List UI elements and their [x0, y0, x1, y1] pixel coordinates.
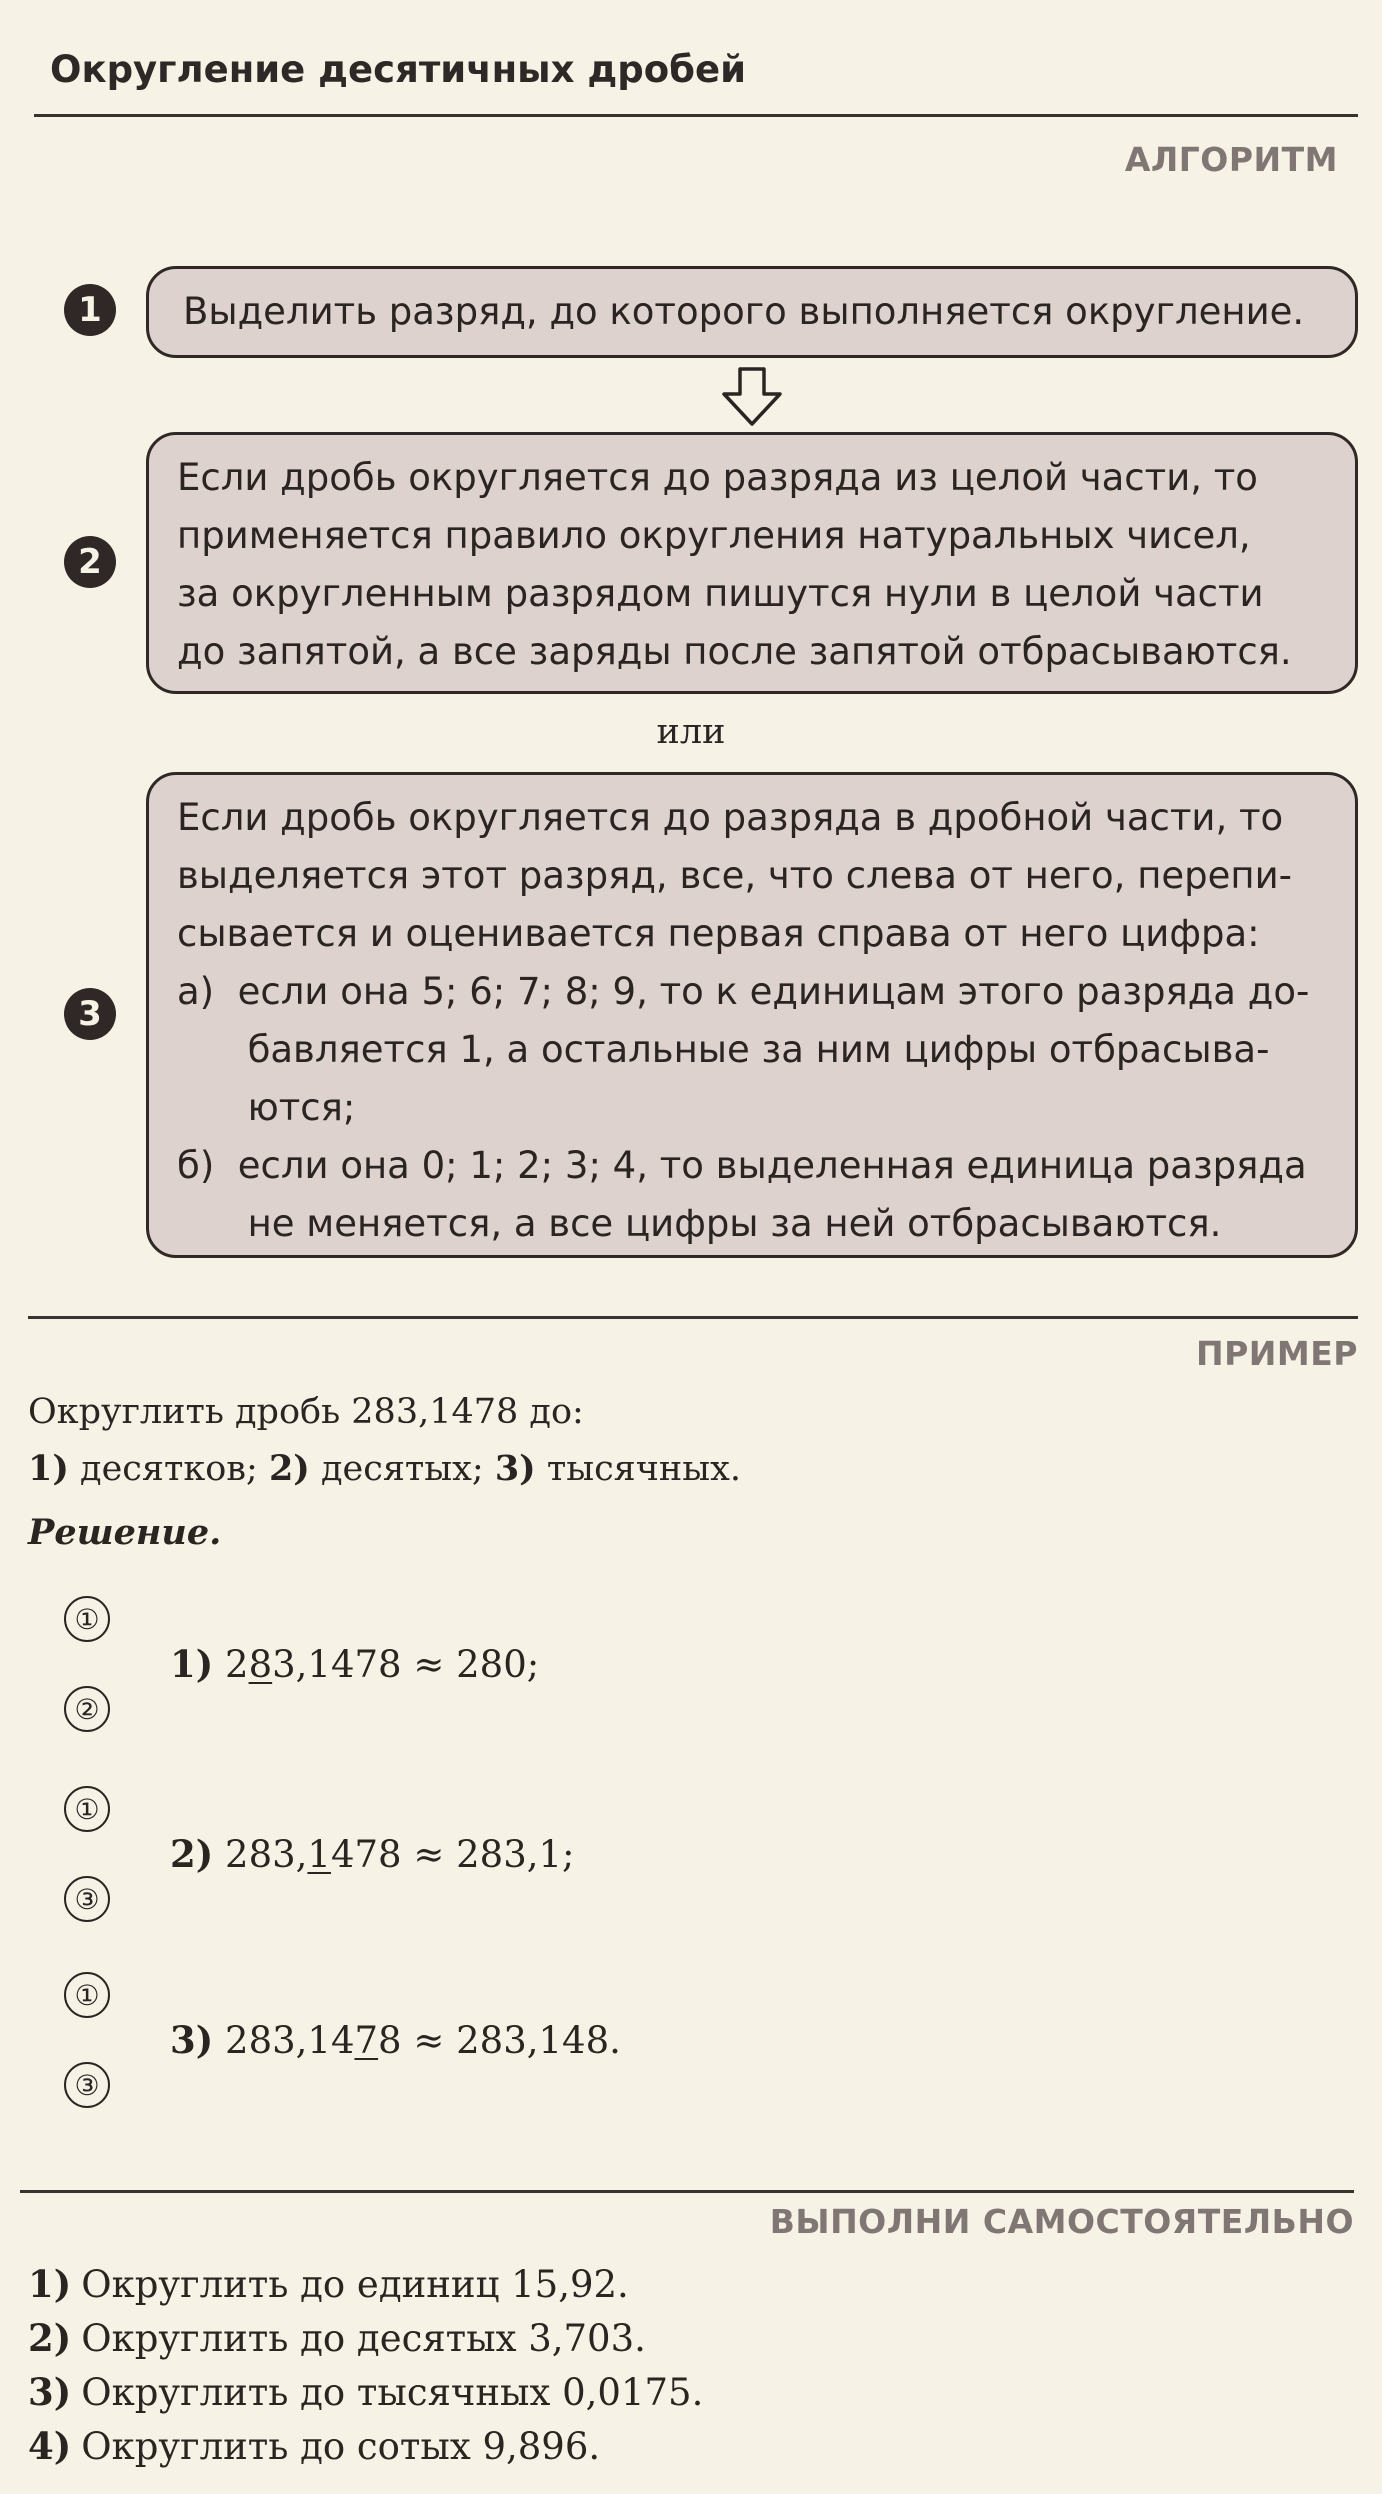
solution-2 [170, 1832, 575, 1876]
example-task-line-1: Округлить дробь 283,1478 до: [28, 1392, 584, 1432]
solution-3 [170, 2018, 621, 2062]
self-label: ВЫПОЛНИ САМОСТОЯТЕЛЬНО [769, 2202, 1354, 2241]
self-task [28, 2370, 703, 2414]
task-text: тысячных. [535, 1449, 741, 1489]
step-3-line: сывается и оценивается первая справа от него цифра: [177, 912, 1260, 955]
step-1-text: Выделить разряд, до которого выполняется округление. [183, 290, 1305, 333]
solution-text: 283, [213, 1833, 308, 1876]
step-1-marker: 1 [64, 284, 116, 336]
rounded-digit: 8 [248, 1643, 273, 1686]
down-arrow-icon [720, 366, 784, 428]
solution-text: 2 [213, 1643, 249, 1686]
step-3-line: не меняется, а все цифры за ней отбрасываются. [177, 1202, 1222, 1245]
step-3-line: а) если она 5; 6; 7; 8; 9, то к единицам этого разряда до- [177, 970, 1310, 1013]
solution-label: Решение. [28, 1512, 222, 1553]
solution-text: 8 ≈ 283,148. [378, 2019, 621, 2062]
solution-num: 1) [170, 1642, 214, 1686]
step-3-line: Если дробь округляется до разряда в дробной части, то [177, 796, 1284, 839]
solution-text: 283,14 [213, 2019, 355, 2062]
task-num: 2) [268, 1448, 310, 1489]
task-text: Округлить до единиц 15,92. [81, 2263, 629, 2306]
step-2-line: до запятой, а все заряды после запятой отбрасываются. [177, 630, 1292, 673]
step-ref-icon: ① [64, 1786, 110, 1832]
step-2-line: Если дробь округляется до разряда из целой части, то [177, 456, 1258, 499]
solution-text: 3,1478 ≈ 280; [272, 1643, 540, 1686]
step-3-line: выделяется этот разряд, все, что слева от него, перепи- [177, 854, 1292, 897]
step-2-line: за округленным разрядом пишутся нули в целой части [177, 572, 1264, 615]
solution-1 [170, 1642, 539, 1686]
task-text: Округлить до сотых 9,896. [81, 2425, 601, 2468]
task-text: Округлить до тысячных 0,0175. [81, 2371, 704, 2414]
step-3-box [146, 772, 1358, 1258]
task-num: 2) [28, 2316, 72, 2360]
step-1-box [146, 266, 1358, 358]
step-3-line: б) если она 0; 1; 2; 3; 4, то выделенная единица разряда [177, 1144, 1307, 1187]
task-num: 1) [28, 2262, 72, 2306]
example-task-line-2 [28, 1448, 741, 1489]
step-3-line: ются; [177, 1086, 356, 1129]
step-ref-icon: ① [64, 1972, 110, 2018]
step-2-marker: 2 [64, 536, 116, 588]
task-num: 3) [494, 1448, 536, 1489]
or-text: или [656, 712, 726, 752]
self-task [28, 2262, 629, 2306]
rounded-digit: 1 [307, 1833, 331, 1876]
solution-num: 2) [170, 1832, 214, 1876]
step-3-line: бавляется 1, а остальные за ним цифры отбрасыва- [177, 1028, 1270, 1071]
step-3-marker: 3 [64, 988, 116, 1040]
step-ref-icon: ② [64, 1686, 110, 1732]
self-task [28, 2424, 600, 2468]
task-num: 3) [28, 2370, 72, 2414]
step-ref-icon: ① [64, 1596, 110, 1642]
task-num: 4) [28, 2424, 72, 2468]
task-text: десятков; [68, 1449, 269, 1489]
step-2-line: применяется правило округления натуральных чисел, [177, 514, 1251, 557]
self-rule [20, 2190, 1354, 2193]
step-ref-icon: ③ [64, 1876, 110, 1922]
task-text: Округлить до десятых 3,703. [81, 2317, 646, 2360]
example-rule [28, 1316, 1358, 1319]
task-text: десятых; [309, 1449, 495, 1489]
task-num: 1) [28, 1448, 69, 1489]
title-rule [34, 114, 1358, 117]
solution-text: 478 ≈ 283,1; [330, 1833, 575, 1876]
solution-num: 3) [170, 2018, 214, 2062]
rounded-digit: 7 [354, 2019, 379, 2062]
step-2-box [146, 432, 1358, 694]
algorithm-label: АЛГОРИТМ [1124, 140, 1338, 179]
step-ref-icon: ③ [64, 2062, 110, 2108]
page-title: Округление десятичных дробей [50, 48, 747, 91]
example-label: ПРИМЕР [1196, 1334, 1358, 1373]
self-task [28, 2316, 646, 2360]
